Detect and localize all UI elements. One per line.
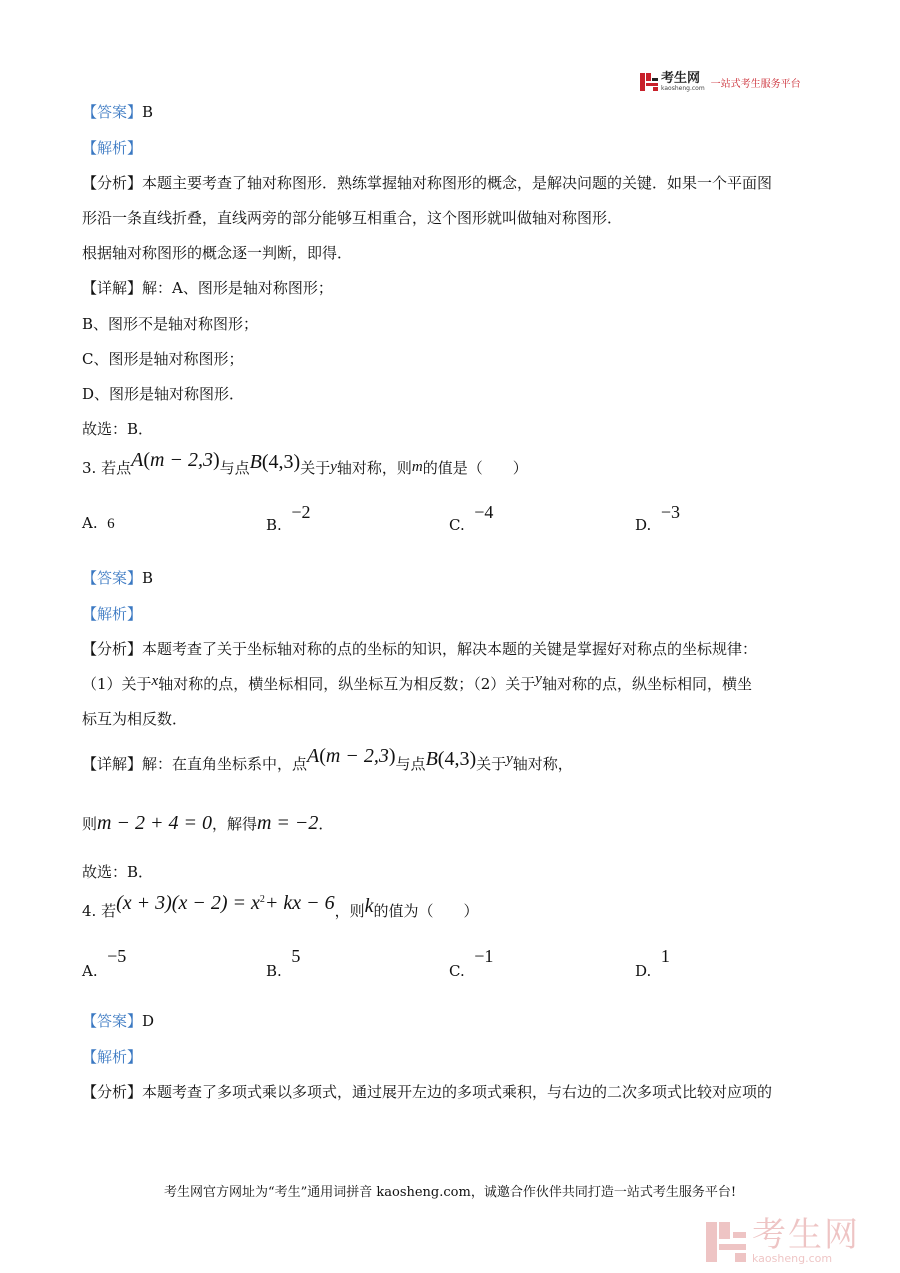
point-b-label: B — [425, 748, 438, 770]
answer-tag: 【答案】 — [82, 569, 143, 587]
exponent: 2 — [259, 894, 265, 905]
watermark-domain: kaosheng.com — [752, 1252, 833, 1265]
point-a-label: A — [307, 745, 320, 767]
var-k: k — [364, 895, 374, 917]
q2-answer-line — [82, 101, 153, 122]
option-label: D. — [635, 962, 652, 980]
logo-icon — [640, 73, 658, 91]
q3-option-b[interactable] — [266, 502, 311, 535]
option-label: B. — [266, 962, 282, 980]
option-label: C. — [449, 516, 465, 534]
question-number: 4. — [82, 901, 97, 920]
q3-analysis-line-2 — [82, 673, 752, 694]
q4-option-d[interactable] — [635, 946, 670, 981]
watermark — [706, 1215, 860, 1265]
detail-text: 则 — [82, 815, 98, 833]
analysis-text: 本题主要考查了轴对称图形．熟练掌握轴对称图形的概念，是解决问题的关键．如果一个平面图 — [142, 174, 773, 192]
option-value: 5 — [291, 946, 301, 966]
option-label: B. — [266, 516, 282, 534]
stem-text: 的值为（ ） — [373, 902, 479, 920]
answer-value: B — [142, 569, 154, 587]
q2-detail-line-4: D、图形是轴对称图形． — [82, 385, 245, 403]
answer-tag: 【答案】 — [82, 1012, 143, 1030]
q3-option-a[interactable] — [82, 514, 115, 533]
jiexi-tag: 【解析】 — [82, 139, 143, 157]
option-value: 1 — [660, 946, 670, 966]
q3-stem: 3. 若点 A ( m − 2,3 ) 与点 B (4,3) 关于 y 轴对称，则 m 的值是（ ） — [82, 449, 528, 477]
point-b-label: B — [249, 451, 262, 473]
option-value: −1 — [474, 946, 494, 966]
q2-analysis-line-2: 形沿一条直线折叠，直线两旁的部分能够互相重合，这个图形就叫做轴对称图形． — [82, 209, 623, 227]
detail-text: 解：A、图形是轴对称图形； — [142, 279, 333, 297]
option-label: C. — [449, 962, 465, 980]
q3-detail-line: 【详解】 解：在直角坐标系中，点 A ( m − 2,3 ) 与点 B (4,3) 关于 y 轴对称， — [82, 745, 573, 773]
analysis-tag: 【分析】 — [82, 174, 143, 192]
detail-tag: 【详解】 — [82, 279, 143, 297]
q3-option-d[interactable] — [635, 502, 680, 535]
watermark-logo-icon — [706, 1222, 746, 1262]
option-value: −3 — [660, 502, 680, 522]
point-a-label: A — [131, 449, 144, 471]
analysis-text: 本题考查了关于坐标轴对称的点的坐标的知识，解决本题的关键是掌握好对称点的坐标规律： — [142, 640, 758, 658]
stem-text: 轴对称，则 — [336, 459, 412, 477]
watermark-name: 考生网 — [752, 1215, 860, 1255]
q3-conclusion: 故选：B． — [82, 863, 154, 881]
analysis-text: （1）关于 — [82, 675, 152, 693]
analysis-text: 轴对称的点，横坐标相同，纵坐标互为相反数；（2）关于 — [158, 675, 536, 693]
analysis-tag: 【分析】 — [82, 1083, 143, 1101]
answer-value: D — [142, 1012, 155, 1030]
logo-domain: kaosheng.com — [661, 84, 705, 92]
stem-text: ，则 — [334, 902, 365, 920]
detail-text: 关于 — [476, 755, 507, 773]
point-b-coords: (4,3) — [261, 451, 301, 473]
detail-tag: 【详解】 — [82, 755, 143, 773]
stem-text: 关于 — [300, 459, 331, 477]
answer-value: B — [142, 103, 154, 121]
detail-text: 与点 — [395, 755, 426, 773]
stem-text: 若点 — [101, 459, 132, 477]
equation-2: m = −2 — [256, 812, 319, 834]
answer-tag: 【答案】 — [82, 103, 143, 121]
option-value: 6 — [107, 516, 115, 532]
option-label: A. — [82, 514, 98, 532]
jiexi-tag: 【解析】 — [82, 605, 143, 623]
var-y: y — [535, 671, 542, 687]
stem-text: 与点 — [219, 459, 250, 477]
analysis-tag: 【分析】 — [82, 640, 143, 658]
analysis-text: 轴对称的点，纵坐标相同，横坐 — [541, 675, 752, 693]
q4-option-a[interactable] — [82, 946, 127, 981]
option-label: A. — [82, 962, 98, 980]
equation-1: m − 2 + 4 = 0 — [97, 812, 212, 834]
q3-answer-line — [82, 567, 153, 588]
logo-name: 考生网 — [661, 70, 701, 86]
point-a-coords: m − 2,3 — [150, 449, 213, 471]
analysis-text: 本题考查了多项式乘以多项式，通过展开左边的多项式乘积，与右边的二次多项式比较对应项的 — [142, 1083, 773, 1101]
q3-analysis-line-3: 标互为相反数． — [82, 710, 188, 728]
expression-rhs: + kx − 6 — [264, 892, 335, 914]
var-y: y — [330, 459, 337, 475]
option-value: −2 — [291, 502, 311, 522]
q4-analysis-line-1 — [82, 1081, 772, 1102]
q3-option-c[interactable] — [449, 502, 494, 535]
point-a-coords: m − 2,3 — [325, 745, 389, 767]
question-number: 3. — [82, 458, 97, 477]
q2-detail-line-1 — [82, 277, 333, 298]
expression-lhs: (x + 3)(x − 2) = x — [116, 892, 260, 914]
q4-answer-line — [82, 1010, 154, 1031]
q2-analysis-line-1 — [82, 172, 772, 193]
var-y: y — [506, 751, 513, 767]
q4-stem — [82, 892, 479, 921]
q2-detail-line-2: B、图形不是轴对称图形； — [82, 315, 259, 333]
q4-option-c[interactable] — [449, 946, 494, 981]
option-label: D. — [635, 516, 652, 534]
detail-text: 轴对称， — [512, 755, 573, 773]
q4-option-b[interactable] — [266, 946, 301, 981]
point-b-coords: (4,3) — [437, 748, 477, 770]
q2-conclusion: 故选：B． — [82, 420, 154, 438]
site-logo[interactable] — [640, 70, 801, 94]
q2-detail-line-3: C、图形是轴对称图形； — [82, 350, 244, 368]
detail-text: ． — [318, 815, 334, 833]
var-m: m — [411, 459, 423, 475]
q2-analysis-line-3: 根据轴对称图形的概念逐一判断，即得． — [82, 244, 353, 262]
jiexi-tag: 【解析】 — [82, 1048, 143, 1066]
q3-analysis-line-1 — [82, 638, 757, 659]
stem-text: 的值是（ ） — [422, 459, 528, 477]
q3-equation-line — [82, 812, 333, 835]
logo-slogan: 一站式考生服务平台 — [710, 78, 801, 90]
option-value: −4 — [474, 502, 494, 522]
footer-text: 考生网官方网址为“考生”通用词拼音 kaosheng.com，诚邀合作伙伴共同打造一站式考生服务平台! — [163, 1185, 737, 1200]
stem-text: 若 — [101, 902, 117, 920]
option-value: −5 — [107, 946, 127, 966]
detail-text: 解：在直角坐标系中，点 — [142, 755, 308, 773]
detail-text: ，解得 — [211, 815, 257, 833]
var-x: x — [151, 673, 159, 689]
